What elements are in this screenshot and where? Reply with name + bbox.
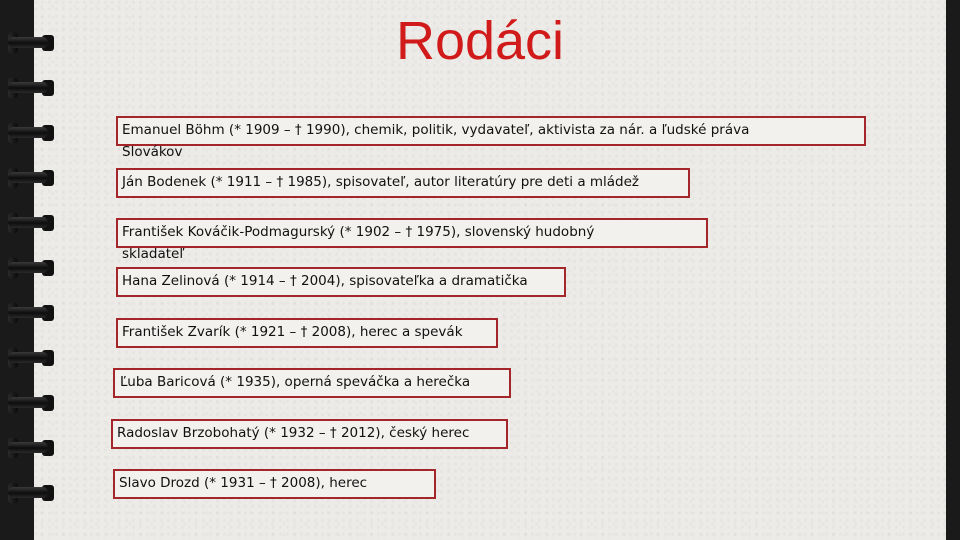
ring-icon <box>4 390 56 416</box>
ring-icon <box>4 435 56 461</box>
ring-icon <box>4 480 56 506</box>
ring-icon <box>4 210 56 236</box>
entry-text: Ján Bodenek (* 1911 – † 1985), spisovateľ, autor literatúry pre deti a mládež <box>122 174 640 190</box>
spiral-binding <box>0 0 60 540</box>
ring-icon <box>4 300 56 326</box>
ring-icon <box>4 75 56 101</box>
entry-text-continued: skladateľ <box>122 246 185 262</box>
entry-text: František Zvarík (* 1921 – † 2008), herec a spevák <box>122 324 463 340</box>
entry-text: Hana Zelinová (* 1914 – † 2004), spisovateľka a dramatička <box>122 273 528 289</box>
ring-icon <box>4 165 56 191</box>
entry-text: Ľuba Baricová (* 1935), operná speváčka a herečka <box>120 374 471 390</box>
entry-text: Slavo Drozd (* 1931 – † 2008), herec <box>119 475 368 491</box>
entry-text: Radoslav Brzobohatý (* 1932 – † 2012), český herec <box>117 425 470 441</box>
entry-text-continued: Slovákov <box>122 144 183 160</box>
entry-text: Emanuel Böhm (* 1909 – † 1990), chemik, politik, vydavateľ, aktivista za nár. a ľudské práva <box>122 122 750 138</box>
ring-icon <box>4 120 56 146</box>
ring-icon <box>4 345 56 371</box>
slide-title: Rodáci <box>395 11 565 71</box>
entry-text: František Kováčik-Podmagurský (* 1902 – † 1975), slovenský hudobný <box>122 224 595 240</box>
ring-icon <box>4 255 56 281</box>
